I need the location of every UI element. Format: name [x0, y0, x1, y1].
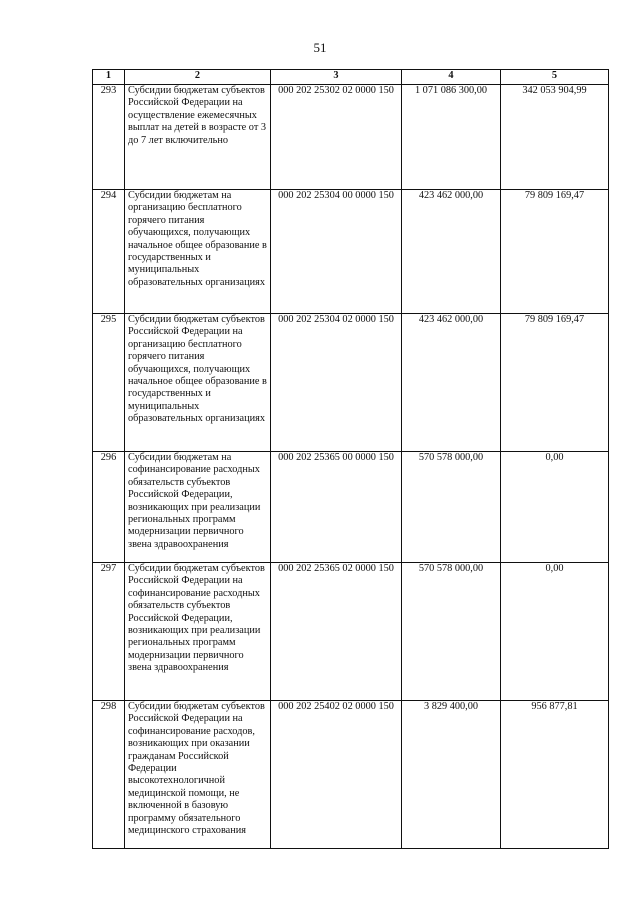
row-number: 293 [93, 85, 125, 190]
column-header-2: 2 [125, 70, 271, 85]
row-plan-amount: 423 462 000,00 [402, 314, 501, 452]
row-actual-amount: 79 809 169,47 [501, 314, 609, 452]
row-code: 000 202 25402 02 0000 150 [271, 701, 402, 849]
row-code: 000 202 25302 02 0000 150 [271, 85, 402, 190]
row-plan-amount: 423 462 000,00 [402, 190, 501, 314]
row-number: 298 [93, 701, 125, 849]
row-actual-amount: 956 877,81 [501, 701, 609, 849]
row-number: 297 [93, 563, 125, 701]
row-plan-amount: 3 829 400,00 [402, 701, 501, 849]
table-row [93, 452, 609, 563]
row-code: 000 202 25365 02 0000 150 [271, 563, 402, 701]
column-header-5: 5 [501, 70, 609, 85]
row-actual-amount: 79 809 169,47 [501, 190, 609, 314]
table-row [93, 190, 609, 314]
table-row [93, 314, 609, 452]
column-header-1: 1 [93, 70, 125, 85]
row-actual-amount: 0,00 [501, 452, 609, 563]
column-header-3: 3 [271, 70, 402, 85]
row-plan-amount: 570 578 000,00 [402, 452, 501, 563]
table-row [93, 563, 609, 701]
row-description: Субсидии бюджетам субъектов Российской Федерации на софинансирование расходных обязательств субъектов Российской Федерации, возникающих при реализации региональных программ модернизации первичного звена здравоохранения [125, 563, 271, 701]
row-description: Субсидии бюджетам субъектов Российской Федерации на организацию бесплатного горячего питания обучающихся, получающих начальное общее образование в государственных и муниципальных образовательных организациях [125, 314, 271, 452]
row-description: Субсидии бюджетам субъектов Российской Федерации на софинансирование расходов, возникающих при оказании гражданам Российской Федерации высокотехнологичной медицинской помощи, не включенной в базовую программу обязательного медицинского страхования [125, 701, 271, 849]
table-row [93, 701, 609, 849]
row-number: 295 [93, 314, 125, 452]
column-header-4: 4 [402, 70, 501, 85]
row-description: Субсидии бюджетам на организацию бесплатного горячего питания обучающихся, получающих начальное общее образование в государственных и муниципальных образовательных организациях [125, 190, 271, 314]
row-actual-amount: 0,00 [501, 563, 609, 701]
row-number: 294 [93, 190, 125, 314]
page-number: 51 [313, 40, 327, 55]
row-code: 000 202 25365 00 0000 150 [271, 452, 402, 563]
row-description: Субсидии бюджетам на софинансирование расходных обязательств субъектов Российской Федерации, возникающих при реализации региональных программ модернизации первичного звена здравоохранения [125, 452, 271, 563]
row-plan-amount: 570 578 000,00 [402, 563, 501, 701]
table-header-row [93, 70, 609, 85]
budget-table [92, 69, 609, 849]
row-code: 000 202 25304 00 0000 150 [271, 190, 402, 314]
table-row [93, 85, 609, 190]
row-number: 296 [93, 452, 125, 563]
row-description: Субсидии бюджетам субъектов Российской Федерации на осуществление ежемесячных выплат на детей в возрасте от 3 до 7 лет включительно [125, 85, 271, 190]
row-actual-amount: 342 053 904,99 [501, 85, 609, 190]
row-code: 000 202 25304 02 0000 150 [271, 314, 402, 452]
row-plan-amount: 1 071 086 300,00 [402, 85, 501, 190]
